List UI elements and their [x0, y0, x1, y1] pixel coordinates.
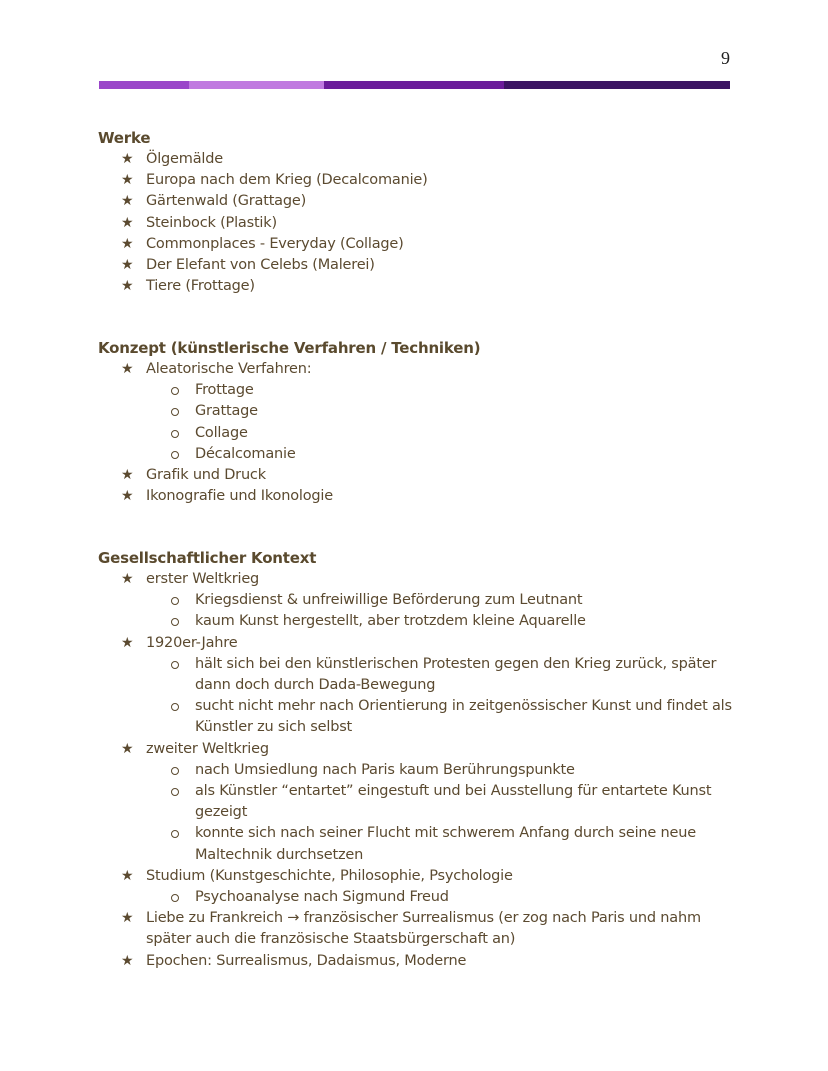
bullet-list [98, 739, 738, 760]
sub-list-item [98, 423, 738, 444]
sub-list-item-text: nach Umsiedlung nach Paris kaum Berührungspunkte [195, 761, 575, 778]
star-icon: ★ [121, 361, 134, 377]
sub-bullet-list [98, 380, 738, 465]
star-icon: ★ [121, 740, 134, 757]
sub-list-item [98, 590, 738, 611]
star-icon: ★ [121, 257, 134, 274]
list-item-text: Ikonografie und Ikonologie [146, 488, 333, 505]
sub-list-item-text: als Künstler “entartet” eingestuft und bei Ausstellung für entartete Kunst gezeigt [195, 783, 712, 821]
list-item-text: Ölgemälde [146, 151, 223, 167]
circle-icon [171, 387, 179, 395]
list-item-text: 1920er-Jahre [146, 634, 238, 651]
circle-icon [171, 703, 179, 711]
list-item [98, 191, 738, 212]
star-icon: ★ [121, 235, 134, 252]
sub-list-item [98, 654, 738, 696]
list-item-text: Studium (Kunstgeschichte, Philosophie, Psychologie [146, 867, 513, 884]
color-bar-segment [189, 81, 324, 89]
list-item-text: Gärtenwald (Grattage) [146, 193, 307, 210]
sub-list-item-text: konnte sich nach seiner Flucht mit schwerem Anfang durch seine neue Maltechnik durchsetzen [195, 825, 696, 863]
list-item [98, 908, 738, 950]
star-icon: ★ [121, 571, 134, 587]
color-bar-segment [324, 81, 504, 89]
sub-list-item-text: kaum Kunst hergestellt, aber trotzdem kleine Aquarelle [195, 613, 586, 630]
header-color-bar [99, 81, 730, 89]
sub-list-item [98, 611, 738, 632]
star-icon: ★ [121, 634, 134, 651]
list-item [98, 486, 738, 507]
list-item [98, 276, 738, 297]
star-icon: ★ [121, 910, 134, 927]
star-icon: ★ [121, 952, 134, 969]
star-icon: ★ [121, 172, 134, 189]
sub-bullet-list [98, 654, 738, 739]
list-item-text: Der Elefant von Celebs (Malerei) [146, 257, 375, 274]
sub-bullet-list [98, 887, 738, 908]
list-item-text: Liebe zu Frankreich → französischer Surrealismus (er zog nach Paris und nahm später auch die französische Staatsbürgerschaft an) [146, 910, 701, 948]
list-item-text: zweiter Weltkrieg [146, 740, 269, 757]
list-item-text: Europa nach dem Krieg (Decalcomanie) [146, 172, 428, 189]
sub-list-item [98, 781, 738, 823]
color-bar-segment [99, 81, 189, 89]
star-icon: ★ [121, 278, 134, 295]
circle-icon [171, 788, 179, 796]
circle-icon [171, 408, 179, 416]
sub-list-item-text: Frottage [195, 382, 254, 399]
list-item-text: Commonplaces - Everyday (Collage) [146, 235, 404, 252]
list-item-text: Aleatorische Verfahren: [146, 361, 312, 377]
sub-bullet-list [98, 760, 738, 866]
circle-icon [171, 451, 179, 459]
bullet-list [98, 908, 738, 972]
color-bar-segment [504, 81, 730, 89]
sub-list-item-text: hält sich bei den künstlerischen Protesten gegen den Krieg zurück, später dann doch durch Dada-Bewegung [195, 655, 717, 694]
section-kontext [98, 547, 738, 972]
sub-list-item [98, 887, 738, 908]
sub-list-item-text: sucht nicht mehr nach Orientierung in zeitgenössischer Kunst und findet als Künstler zu sich selbst [195, 698, 732, 736]
bullet-list [98, 569, 738, 590]
sub-list-item [98, 401, 738, 422]
circle-icon [171, 767, 179, 775]
star-icon: ★ [121, 193, 134, 210]
list-item [98, 739, 738, 760]
circle-icon [171, 430, 179, 438]
list-item-text: Steinbock (Plastik) [146, 214, 277, 231]
list-item [98, 255, 738, 276]
list-item [98, 149, 738, 170]
list-item [98, 633, 738, 654]
bullet-list [98, 149, 738, 297]
section-heading: Konzept (künstlerische Verfahren / Techniken) [98, 339, 481, 357]
bullet-list [98, 359, 738, 380]
sub-list-item [98, 823, 738, 865]
bullet-list [98, 866, 738, 887]
star-icon: ★ [121, 214, 134, 231]
list-item-text: erster Weltkrieg [146, 571, 260, 587]
list-item [98, 465, 738, 486]
sub-list-item [98, 444, 738, 465]
section-werke [98, 127, 738, 297]
bullet-list [98, 465, 738, 507]
list-item-text: Grafik und Druck [146, 467, 266, 484]
sub-list-item-text: Psychoanalyse nach Sigmund Freud [195, 889, 449, 906]
sub-list-item-text: Kriegsdienst & unfreiwillige Beförderung zum Leutnant [195, 592, 583, 609]
list-item [98, 569, 738, 590]
list-item [98, 213, 738, 234]
circle-icon [171, 597, 179, 605]
star-icon: ★ [121, 151, 134, 167]
list-item-text: Tiere (Frottage) [146, 278, 255, 295]
sub-list-item-text: Décalcomanie [195, 445, 296, 462]
bullet-list [98, 633, 738, 654]
sub-list-item [98, 380, 738, 401]
sub-list-item [98, 760, 738, 781]
section-konzept [98, 337, 738, 507]
sub-list-item [98, 696, 738, 738]
star-icon: ★ [121, 467, 134, 484]
list-item [98, 170, 738, 191]
list-item [98, 951, 738, 972]
sub-bullet-list [98, 590, 738, 632]
circle-icon [171, 830, 179, 838]
section-heading: Werke [98, 129, 151, 147]
list-item-text: Epochen: Surrealismus, Dadaismus, Moderne [146, 952, 467, 969]
circle-icon [171, 894, 179, 902]
page-number: 9 [721, 48, 730, 68]
sub-list-item-text: Collage [195, 424, 248, 441]
circle-icon [171, 661, 179, 669]
list-item [98, 866, 738, 887]
star-icon: ★ [121, 488, 134, 505]
star-icon: ★ [121, 867, 134, 884]
circle-icon [171, 618, 179, 626]
section-heading: Gesellschaftlicher Kontext [98, 549, 317, 567]
list-item [98, 234, 738, 255]
sub-list-item-text: Grattage [195, 403, 258, 420]
list-item [98, 359, 738, 380]
